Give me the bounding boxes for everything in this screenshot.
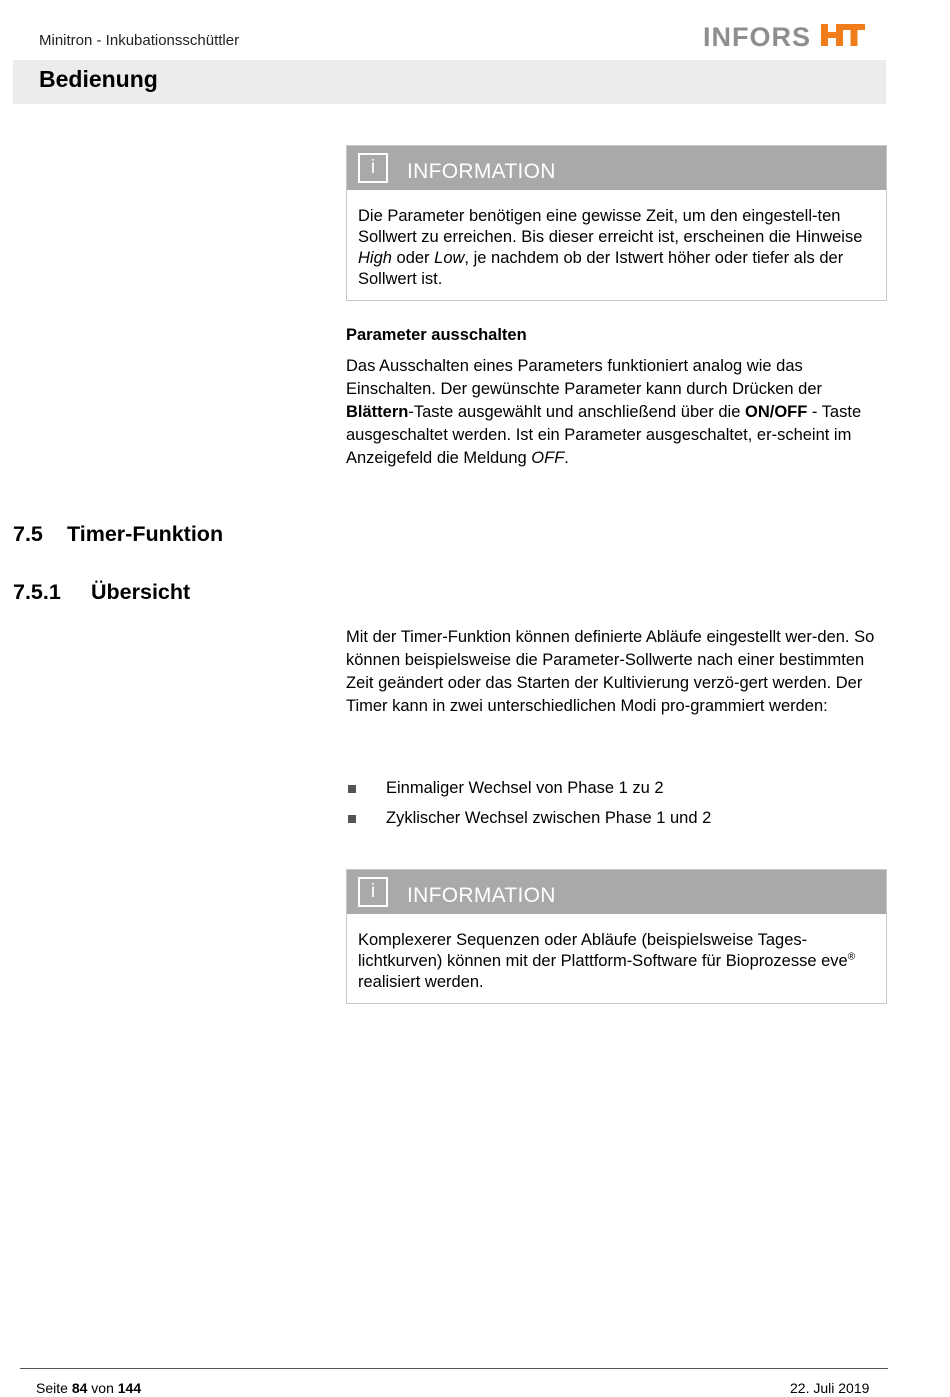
section-number: 7.5 — [13, 522, 43, 546]
footer-date: 22. Juli 2019 — [790, 1380, 870, 1396]
information-box — [346, 869, 887, 1004]
paragraph-part: . — [564, 449, 569, 467]
paragraph-part: -Taste ausgewählt und anschließend über die — [408, 403, 745, 421]
information-header — [347, 146, 886, 190]
list-item-text: Einmaliger Wechsel von Phase 1 zu 2 — [386, 779, 664, 797]
page-number — [36, 1380, 141, 1396]
info-text-part: Die Parameter benötigen eine gewisse Zeit, um den eingestell-ten Sollwert zu erreichen. Bis dieser erreicht ist, erscheinen die Hinweise — [358, 207, 863, 246]
info-icon: i — [358, 877, 388, 907]
page-mid: von — [87, 1380, 118, 1396]
page-prefix: Seite — [36, 1380, 72, 1396]
list-item-text: Zyklischer Wechsel zwischen Phase 1 und 2 — [386, 809, 712, 827]
current-page: 84 — [71, 1380, 88, 1396]
off-message: OFF — [531, 449, 565, 467]
overview-paragraph: Mit der Timer-Funktion können definierte Abläufe eingestellt wer-den. So können beispielsweise die Parameter-Sollwerte nach einer bestimmten Zeit geändert oder das Starten der Kultivierung verzö-gert werden. Der Timer kann in zwei unterschiedlichen Modi pro-grammiert werden: — [346, 628, 875, 715]
onoff-key-label: ON/OFF — [744, 403, 808, 421]
info-text-part: Komplexerer Sequenzen oder Abläufe (beispielsweise Tages-lichtkurven) können mit der Plattform-Software für Bioprozesse eve — [358, 931, 848, 970]
section-heading-7-5 — [13, 522, 223, 547]
information-text — [347, 914, 886, 1003]
list-item — [346, 779, 664, 798]
list-item — [346, 809, 711, 828]
info-emphasis-low: Low — [434, 249, 465, 267]
information-header — [347, 870, 886, 914]
information-box — [346, 145, 887, 301]
info-icon: i — [358, 153, 388, 183]
info-text-part: , je nachdem ob der Istwert höher oder tiefer als der Sollwert ist. — [358, 249, 844, 288]
parameter-off-paragraph — [346, 355, 891, 470]
info-text-part: oder — [391, 249, 435, 267]
section-heading-text: Timer-Funktion — [67, 522, 224, 546]
registered-mark: ® — [847, 951, 856, 963]
info-emphasis-high: High — [358, 249, 392, 267]
section-heading-text: Übersicht — [91, 580, 191, 604]
ht-mark-icon — [819, 22, 867, 53]
blaettern-key-label: Blättern — [346, 403, 409, 421]
document-title: Minitron - Inkubationsschüttler — [39, 32, 240, 49]
section-title: Bedienung — [39, 66, 158, 92]
logo-wordmark: INFORS — [703, 21, 812, 52]
paragraph-part: Das Ausschalten eines Parameters funktioniert analog wie das Einschalten. Der gewünschte Parameter kann durch Drücken der — [346, 357, 822, 398]
section-heading-7-5-1 — [13, 580, 190, 605]
parameter-off-heading: Parameter ausschalten — [346, 326, 527, 344]
total-pages: 144 — [117, 1380, 142, 1396]
information-label: INFORMATION — [407, 884, 556, 907]
information-text — [347, 190, 886, 300]
bullet-square-icon — [348, 785, 356, 793]
paragraph-part: - Taste ausgeschaltet werden. Ist ein Parameter ausgeschaltet, er-scheint im Anzeigefeld die Meldung — [346, 403, 862, 467]
footer-divider — [20, 1368, 888, 1369]
information-label: INFORMATION — [407, 160, 556, 183]
info-text-part: realisiert werden. — [358, 973, 484, 991]
infors-ht-logo — [703, 22, 867, 52]
bullet-square-icon — [348, 815, 356, 823]
section-number: 7.5.1 — [13, 580, 61, 604]
